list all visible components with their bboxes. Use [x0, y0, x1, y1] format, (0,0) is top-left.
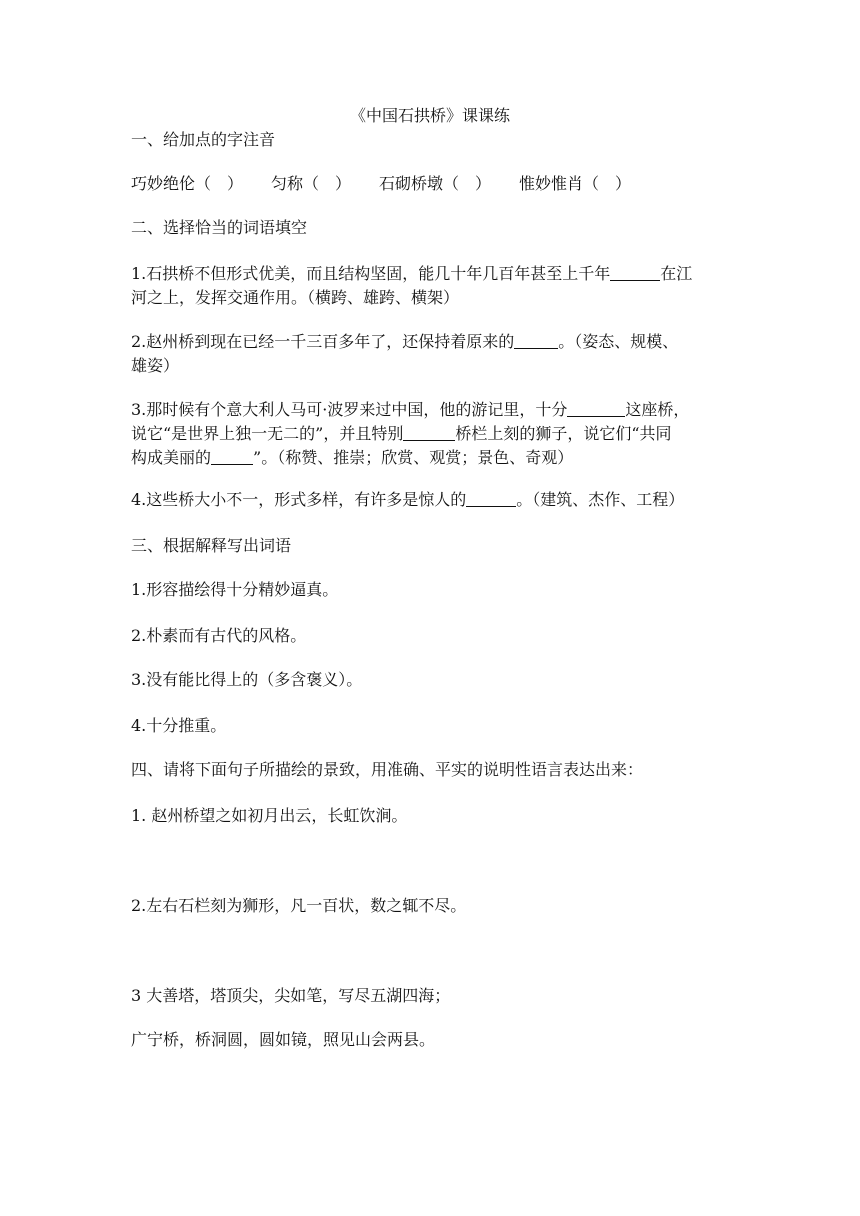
question-text: 构成美丽的: [131, 448, 212, 467]
rewrite-item: 2.左右石栏刻为狮形，凡一百状，数之辄不尽。: [131, 896, 467, 915]
fill-blank[interactable]: [514, 332, 558, 349]
question-text: 在江: [660, 264, 693, 283]
question-text: ”。（称赞、推崇；欣赏、观赏；景色、奇观）: [253, 448, 574, 467]
question-text: 这座桥，: [625, 400, 690, 419]
fill-blank[interactable]: [567, 400, 625, 417]
section-1-heading: 一、给加点的字注音: [131, 130, 276, 149]
question-text: 2.赵州桥到现在已经一千三百多年了，还保持着原来的: [131, 332, 515, 351]
question-2-2-line-1: [131, 330, 731, 354]
pinyin-items: [131, 172, 731, 196]
document-title: 《中国石拱桥》课课练: [349, 106, 510, 125]
question-2-3-line-1: [131, 398, 731, 422]
rewrite-item-continued: 广宁桥，桥洞圆，圆如镜，照见山会两县。: [131, 1030, 436, 1049]
rewrite-item: 3 大善塔，塔顶尖，尖如笔，写尽五湖四海；: [131, 986, 451, 1005]
question-2-2-line-2: 雄姿）: [131, 356, 180, 375]
question-2-4: [131, 488, 731, 512]
definition-item: 3.没有能比得上的（多含褒义）。: [131, 670, 363, 689]
question-text: 。（建筑、杰作、工程）: [516, 490, 685, 509]
section-4-heading: 四、请将下面句子所描绘的景致，用准确、平实的说明性语言表达出来：: [131, 760, 644, 779]
question-text: 4.这些桥大小不一，形式多样，有许多是惊人的: [131, 490, 467, 509]
question-2-3-line-2: [131, 422, 731, 446]
fill-blank[interactable]: [610, 264, 660, 281]
question-2-3-line-3: [131, 446, 731, 470]
fill-blank[interactable]: [211, 448, 253, 465]
question-2-1-line-1: [131, 262, 731, 286]
pinyin-item: 惟妙惟肖（ ）: [519, 174, 632, 193]
pinyin-item: 匀称（ ）: [271, 174, 352, 193]
question-2-1-line-2: 河之上，发挥交通作用。（横跨、雄跨、横架）: [131, 288, 460, 307]
pinyin-item: 石砌桥墩（ ）: [379, 174, 492, 193]
definition-item: 4.十分推重。: [131, 716, 227, 735]
rewrite-item: 1. 赵州桥望之如初月出云，长虹饮涧。: [131, 806, 408, 825]
question-text: 说它“是世界上独一无二的”，并且特别: [131, 424, 404, 443]
question-text: 桥栏上刻的狮子，说它们“共同: [455, 424, 672, 443]
fill-blank[interactable]: [403, 424, 455, 441]
question-text: 1.石拱桥不但形式优美，而且结构坚固，能几十年几百年甚至上千年: [131, 264, 611, 283]
definition-item: 1.形容描绘得十分精妙逼真。: [131, 580, 339, 599]
section-2-heading: 二、选择恰当的词语填空: [131, 218, 308, 237]
section-3-heading: 三、根据解释写出词语: [131, 536, 292, 555]
pinyin-item: 巧妙绝伦（ ）: [131, 174, 244, 193]
fill-blank[interactable]: [466, 490, 516, 507]
question-text: 。（姿态、规模、: [558, 332, 679, 351]
definition-item: 2.朴素而有古代的风格。: [131, 626, 307, 645]
question-text: 3.那时候有个意大利人马可·波罗来过中国，他的游记里，十分: [131, 400, 568, 419]
